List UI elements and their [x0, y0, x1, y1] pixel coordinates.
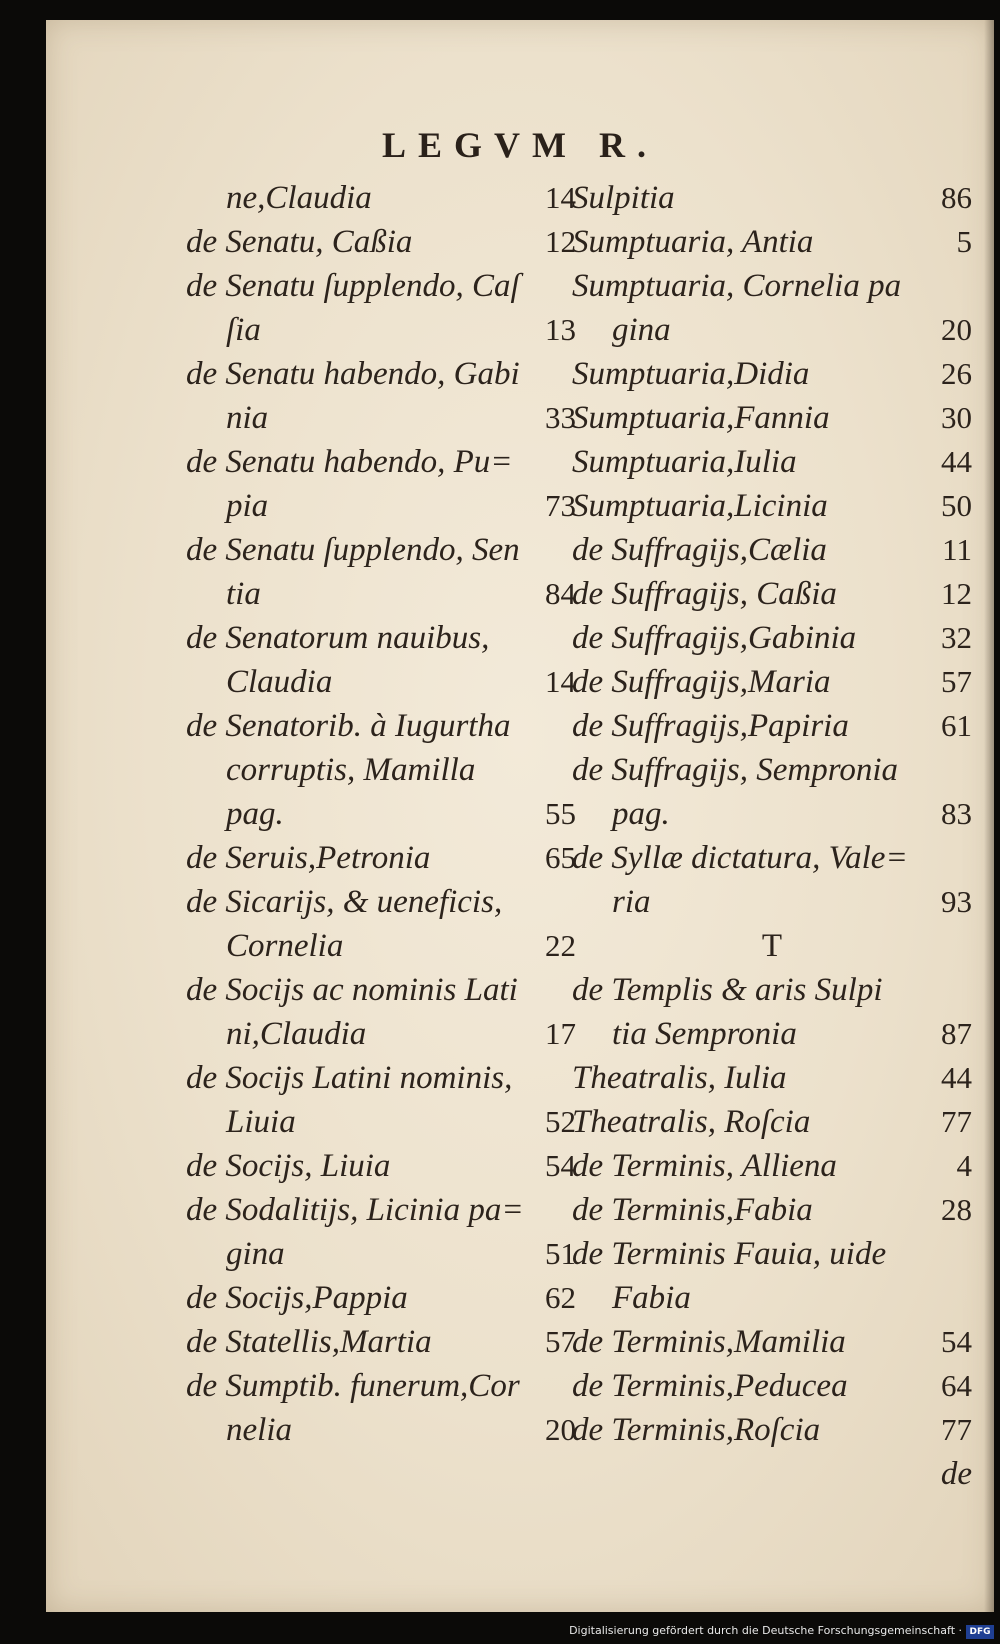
index-entry	[186, 176, 576, 220]
right-entry-text: Sumptuaria, Cornelia pa	[572, 268, 902, 304]
index-entry	[572, 396, 972, 440]
left-page-number: 54	[545, 1148, 576, 1183]
right-entry-text: gina	[612, 312, 671, 348]
index-entry	[186, 264, 576, 308]
left-entry-text: de Socijs ac nominis Lati	[186, 972, 518, 1008]
index-entry	[186, 352, 576, 396]
left-page-number: 55	[545, 796, 576, 831]
index-entry	[186, 396, 576, 440]
index-entry	[572, 572, 972, 616]
left-entry-text: ne,Claudia	[226, 180, 372, 216]
right-entry-text: Theatralis, Iulia	[572, 1060, 787, 1096]
index-entry	[186, 1232, 576, 1276]
index-entry	[186, 1188, 576, 1232]
left-page-number: 33	[545, 400, 576, 435]
index-entry	[186, 616, 576, 660]
left-entry-text: Claudia	[226, 664, 333, 700]
right-page-number: 87	[941, 1016, 972, 1051]
left-entry-text: de Sicarijs, & ueneficis,	[186, 884, 503, 920]
index-entry	[186, 748, 576, 792]
left-page-number: 52	[545, 1104, 576, 1139]
left-entry-text: de Senatorib. à Iugurtha	[186, 708, 511, 744]
right-page-number: 30	[941, 400, 972, 435]
index-entry	[572, 968, 972, 1012]
right-entry-text: de Terminis,Roſcia	[572, 1412, 821, 1448]
index-entry	[572, 264, 972, 308]
right-page-number: 86	[941, 180, 972, 215]
left-entry-text: de Senatu habendo, Pu=	[186, 444, 513, 480]
right-page-number: 57	[941, 664, 972, 699]
index-entry	[572, 1320, 972, 1364]
right-page-number: 54	[941, 1324, 972, 1359]
index-entry	[572, 792, 972, 836]
right-entry-text: Sumptuaria, Antia	[572, 224, 814, 260]
left-page-number: 22	[545, 928, 576, 963]
section-letter	[572, 924, 972, 968]
left-entry-text: corruptis, Mamilla	[226, 752, 476, 788]
left-entry-text: de Senatorum nauibus,	[186, 620, 490, 656]
left-page-number: 13	[545, 312, 576, 347]
right-page-number: 83	[941, 796, 972, 831]
right-entry-text: Sumptuaria,Didia	[572, 356, 810, 392]
left-entry-text: Cornelia	[226, 928, 344, 964]
right-page-number: 11	[942, 532, 972, 567]
left-entry-text: de Sumptib. funerum,Cor	[186, 1368, 520, 1404]
right-entry-text: de Suffragijs,Maria	[572, 664, 831, 700]
index-entry	[572, 1012, 972, 1056]
right-page-number: 64	[941, 1368, 972, 1403]
right-page-number: 77	[941, 1104, 972, 1139]
index-entry	[572, 836, 972, 880]
right-entry-text: de Syllæ dictatura, Vale=	[572, 840, 908, 876]
right-entry-text: pag.	[612, 796, 670, 832]
index-entry	[186, 1408, 576, 1452]
right-page-number: 5	[956, 224, 972, 259]
index-entry	[572, 1276, 972, 1320]
right-entry-text: tia Sempronia	[612, 1016, 797, 1052]
left-page-number: 84	[545, 576, 576, 611]
index-entry	[186, 1320, 576, 1364]
right-entry-text: de Terminis,Mamilia	[572, 1324, 846, 1360]
left-entry-text: Liuia	[226, 1104, 296, 1140]
index-entry	[572, 1100, 972, 1144]
right-entry-text: T	[761, 928, 783, 964]
left-page-number: 62	[545, 1280, 576, 1315]
index-entry	[186, 484, 576, 528]
index-entry	[572, 352, 972, 396]
right-entry-text: de Terminis,Fabia	[572, 1192, 813, 1228]
left-entry-text: de Statellis,Martia	[186, 1324, 432, 1360]
left-page-number: 20	[545, 1412, 576, 1447]
left-page-number: 65	[545, 840, 576, 875]
right-page-number: 50	[941, 488, 972, 523]
right-entry-text: de Terminis Fauia, uide	[572, 1236, 887, 1272]
left-entry-text: pag.	[226, 796, 284, 832]
index-entry	[186, 660, 576, 704]
index-entry	[186, 308, 576, 352]
index-entry	[186, 1100, 576, 1144]
index-entry	[186, 1276, 576, 1320]
index-entry	[186, 704, 576, 748]
index-entry	[572, 176, 972, 220]
book-page	[46, 20, 994, 1612]
right-entry-text: de Suffragijs,Papiria	[572, 708, 849, 744]
left-page-number: 12	[545, 224, 576, 259]
index-entry	[572, 1232, 972, 1276]
right-page-number: 44	[941, 1060, 972, 1095]
index-entry	[572, 308, 972, 352]
index-entry	[186, 880, 576, 924]
index-entry	[572, 1364, 972, 1408]
index-entry	[572, 616, 972, 660]
left-entry-text: de Sodalitijs, Licinia pa=	[186, 1192, 524, 1228]
index-entry	[186, 968, 576, 1012]
index-entry	[572, 748, 972, 792]
left-page-number: 57	[545, 1324, 576, 1359]
index-entry	[572, 484, 972, 528]
left-page-number: 17	[545, 1016, 576, 1051]
right-page-number: 20	[941, 312, 972, 347]
index-entry	[186, 836, 576, 880]
left-entry-text: pia	[226, 488, 269, 524]
left-entry-text: tia	[226, 576, 261, 612]
right-entry-text: Fabia	[612, 1280, 691, 1316]
right-entry-text: Sumptuaria,Licinia	[572, 488, 828, 524]
index-entry	[572, 1188, 972, 1232]
right-entry-text: Sumptuaria,Fannia	[572, 400, 830, 436]
right-page-number: 77	[941, 1412, 972, 1447]
index-entry	[572, 1144, 972, 1188]
index-entry	[186, 572, 576, 616]
running-head: LEGVM R.	[382, 125, 658, 165]
index-entry	[186, 1056, 576, 1100]
right-entry-text: de Templis & aris Sulpi	[572, 972, 883, 1008]
index-entry	[186, 1012, 576, 1056]
left-entry-text: de Socijs,Pappia	[186, 1280, 408, 1316]
left-entry-text: de Seruis,Petronia	[186, 840, 431, 876]
index-column-left	[186, 176, 576, 1452]
funding-notice: Digitalisierung gefördert durch die Deutsche Forschungsgemeinschaft ·	[569, 1624, 962, 1637]
page-edge-shadow	[984, 20, 994, 1612]
right-entry-text: de Terminis,Peducea	[572, 1368, 848, 1404]
right-entry-text: de Suffragijs, Sempronia	[572, 752, 899, 788]
right-entry-text: Sulpitia	[572, 180, 675, 216]
left-entry-text: de Senatu ſupplendo, Caſ	[186, 268, 520, 304]
right-page-number: 93	[941, 884, 972, 919]
right-page-number: 61	[941, 708, 972, 743]
left-page-number: 14	[545, 180, 576, 215]
right-page-number: 26	[941, 356, 972, 391]
right-entry-text: Sumptuaria,Iulia	[572, 444, 797, 480]
digitization-footer	[0, 1622, 1000, 1644]
left-entry-text: nia	[226, 400, 269, 436]
left-page-number: 51	[545, 1236, 576, 1271]
index-entry	[572, 220, 972, 264]
right-entry-text: ria	[612, 884, 651, 920]
index-entry	[186, 528, 576, 572]
right-page-number: 32	[941, 620, 972, 655]
index-entry	[186, 1364, 576, 1408]
index-entry	[186, 220, 576, 264]
left-entry-text: ni,Claudia	[226, 1016, 367, 1052]
index-entry	[572, 880, 972, 924]
right-entry-text: de Suffragijs,Gabinia	[572, 620, 857, 656]
index-entry	[186, 440, 576, 484]
index-entry	[186, 1144, 576, 1188]
dfg-logo-icon: DFG	[966, 1625, 994, 1639]
right-page-number: 12	[941, 576, 972, 611]
right-page-number: 28	[941, 1192, 972, 1227]
index-entry	[186, 924, 576, 968]
index-entry	[572, 528, 972, 572]
index-entry	[572, 1056, 972, 1100]
index-column-right	[572, 176, 972, 1496]
index-entry	[572, 660, 972, 704]
left-entry-text: ſia	[226, 312, 261, 348]
right-entry-text: de Suffragijs,Cælia	[572, 532, 827, 568]
right-entry-text: de Terminis, Alliena	[572, 1148, 837, 1184]
right-entry-text: Theatralis, Roſcia	[572, 1104, 811, 1140]
left-entry-text: nelia	[226, 1412, 292, 1448]
left-page-number: 73	[545, 488, 576, 523]
catchword: de	[940, 1456, 972, 1492]
left-entry-text: de Senatu ſupplendo, Sen	[186, 532, 520, 568]
index-entry	[572, 1408, 972, 1452]
left-entry-text: de Socijs, Liuia	[186, 1148, 391, 1184]
index-entry	[186, 792, 576, 836]
left-page-number: 14	[545, 664, 576, 699]
catchword-line	[572, 1452, 972, 1496]
right-entry-text: de Suffragijs, Caßia	[572, 576, 837, 612]
left-entry-text: de Senatu, Caßia	[186, 224, 413, 260]
right-page-number: 4	[956, 1148, 972, 1183]
left-entry-text: de Senatu habendo, Gabi	[186, 356, 520, 392]
left-entry-text: gina	[226, 1236, 285, 1272]
left-entry-text: de Socijs Latini nominis,	[186, 1060, 513, 1096]
index-entry	[572, 704, 972, 748]
right-page-number: 44	[941, 444, 972, 479]
index-entry	[572, 440, 972, 484]
